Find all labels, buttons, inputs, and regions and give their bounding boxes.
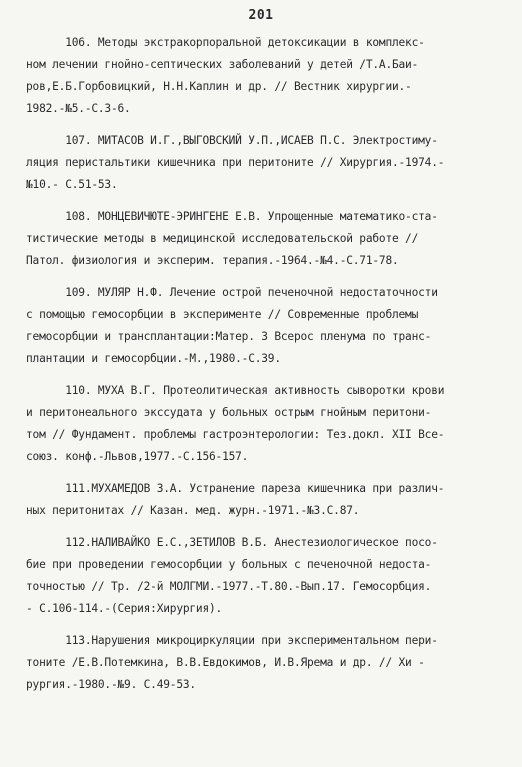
bibliography-entry <box>26 630 496 696</box>
bibliography-entry <box>26 206 496 272</box>
entry-line: Патол. физиология и эксперим. терапия.-1964.-№4.-С.71-78. <box>26 254 399 267</box>
bibliography-entry <box>26 130 496 196</box>
bibliography-entry <box>26 380 496 468</box>
page-number: 201 <box>248 8 274 23</box>
entry-line: с помощью гемосорбции в эксперименте // Современные проблемы <box>26 308 419 321</box>
entry-line: 107. МИТАСОВ И.Г.,ВЫГОВСКИЙ У.П.,ИСАЕВ П.С. Электростиму- <box>26 134 438 147</box>
entry-line: и перитонеального экссудата у больных острым гнойным перитони- <box>26 406 432 419</box>
entry-line: 110. МУХА В.Г. Протеолитическая активность сыворотки крови <box>26 384 445 397</box>
entry-line: гемосорбции и трансплантации:Матер. 3 Всерос пленума по транс- <box>26 330 432 343</box>
bibliography-entry <box>26 282 496 370</box>
entry-line: - С.106-114.-(Серия:Хирургия). <box>26 602 223 615</box>
entry-line: 106. Методы экстракорпоральной детоксикации в комплекс- <box>26 36 425 49</box>
entry-line: 1982.-№5.-С.3-6. <box>26 102 131 115</box>
entry-line: 111.МУХАМЕДОВ З.А. Устранение пареза кишечника при различ- <box>26 482 445 495</box>
entry-line: бие при проведении гемосорбции у больных с печеночной недоста- <box>26 558 432 571</box>
entry-line: точностью // Тр. /2-й МОЛГМИ.-1977.-Т.80.-Вып.17. Гемосорбция. <box>26 580 432 593</box>
entry-line: тистические методы в медицинской исследовательской работе // <box>26 232 419 245</box>
entry-line: ном лечении гнойно-септических заболеваний у детей /Т.А.Баи- <box>26 58 419 71</box>
entry-line: том // Фундамент. проблемы гастроэнтерологии: Тез.докл. XII Все- <box>26 428 445 441</box>
entry-line: ров,Е.Б.Горбовицкий, Н.Н.Каплин и др. // Вестник хирургии.- <box>26 80 412 93</box>
bibliography-entry <box>26 32 496 120</box>
entry-line: союз. конф.-Львов,1977.-С.156-157. <box>26 450 249 463</box>
bibliography-list <box>26 32 496 706</box>
entry-line: 109. МУЛЯР Н.Ф. Лечение острой печеночной недостаточности <box>26 286 438 299</box>
entry-line: ных перитонитах // Казан. мед. журн.-1971.-№3.С.87. <box>26 504 360 517</box>
bibliography-entry <box>26 532 496 620</box>
entry-line: 113.Нарушения микроциркуляции при экспериментальном пери- <box>26 634 438 647</box>
entry-line: рургия.-1980.-№9. С.49-53. <box>26 678 196 691</box>
entry-line: ляция перистальтики кишечника при перитоните // Хирургия.-1974.- <box>26 156 445 169</box>
entry-line: 112.НАЛИВАЙКО Е.С.,ЗЕТИЛОВ В.Б. Анестезиологическое посо- <box>26 536 438 549</box>
bibliography-entry <box>26 478 496 522</box>
entry-line: плантации и гемосорбции.-М.,1980.-С.39. <box>26 352 281 365</box>
entry-line: тоните /Е.В.Потемкина, В.В.Евдокимов, И.В.Ярема и др. // Хи - <box>26 656 425 669</box>
entry-line: №10.- С.51-53. <box>26 178 118 191</box>
entry-line: 108. МОНЦЕВИЧЮТЕ-ЭРИНГЕНЕ Е.В. Упрощенные математико-ста- <box>26 210 438 223</box>
